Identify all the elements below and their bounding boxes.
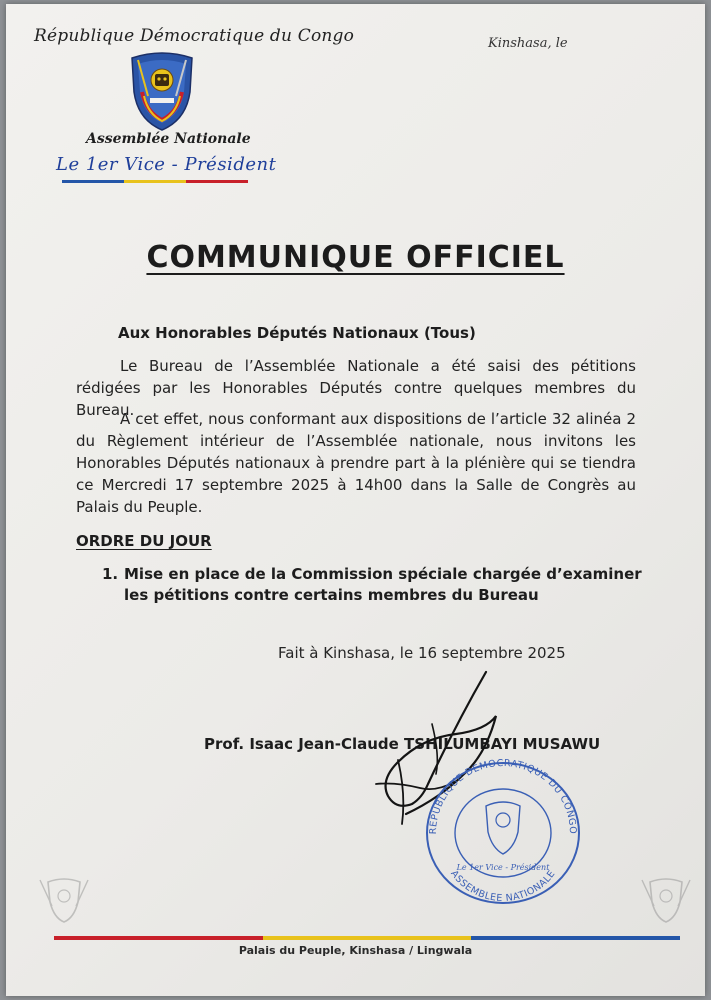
svg-text:ASSEMBLEE NATIONALE: [448, 868, 557, 904]
footer-flag-bar: [54, 936, 680, 940]
vice-president-title: Le 1er Vice - Président: [56, 154, 277, 175]
agenda-item: [102, 564, 642, 606]
official-stamp: [418, 758, 588, 908]
agenda-list: [102, 564, 642, 606]
flag-underline: [62, 180, 248, 183]
body-paragraph-2: A cet effet, nous conformant aux dispositions de l’article 32 alinéa 2 du Règlement intérieur de l’Assemblée nationale, nous invitons les Honorables Députés nationaux à prendre part à la plénière qui se tiendra ce Mercredi 17 septembre 2025 à 14h00 dans la Salle de Congrès au Palais du Peuple.: [76, 410, 636, 516]
flag-bar-red: [54, 936, 263, 940]
assembly-name: Assemblée Nationale: [86, 131, 251, 147]
flag-bar-yellow: [263, 936, 472, 940]
watermark-emblem-right-icon: [636, 876, 696, 926]
signatory-name: Prof. Isaac Jean-Claude TSHILUMBAYI MUSAWU: [204, 735, 601, 753]
document-page: [6, 4, 705, 996]
svg-text:REPUBLIQUE DEMOCRATIQUE DU CON: [428, 758, 578, 834]
watermark-emblem-left-icon: [34, 876, 94, 926]
place-date-line: Fait à Kinshasa, le 16 septembre 2025: [278, 644, 566, 662]
footer-address: Palais du Peuple, Kinshasa / Lingwala: [238, 944, 473, 957]
agenda-title: ORDRE DU JOUR: [76, 532, 212, 550]
assembly-emblem-icon: [124, 52, 200, 132]
republic-heading: République Démocratique du Congo: [34, 26, 355, 46]
agenda-item-text: Mise en place de la Commission spéciale chargée d’examiner les pétitions contre certains membres du Bureau: [124, 565, 642, 604]
body-paragraph-1: Le Bureau de l’Assemblée Nationale a été saisi des pétitions rédigées par les Honorables Députés contre quelques membres du Bureau.: [76, 357, 636, 419]
document-title: COMMUNIQUE OFFICIEL: [146, 240, 565, 275]
stamp-bottom-text: ASSEMBLEE NATIONALE: [448, 868, 558, 905]
agenda-item-number: 1.: [102, 565, 119, 583]
stamp-outer-text: REPUBLIQUE DEMOCRATIQUE DU CONGO: [427, 758, 579, 835]
city-date-line: Kinshasa, le: [488, 36, 568, 51]
flag-bar-blue: [471, 936, 680, 940]
addressee-line: Aux Honorables Députés Nationaux (Tous): [118, 324, 476, 342]
stamp-inner-text: Le 1er Vice - Président: [456, 863, 550, 872]
